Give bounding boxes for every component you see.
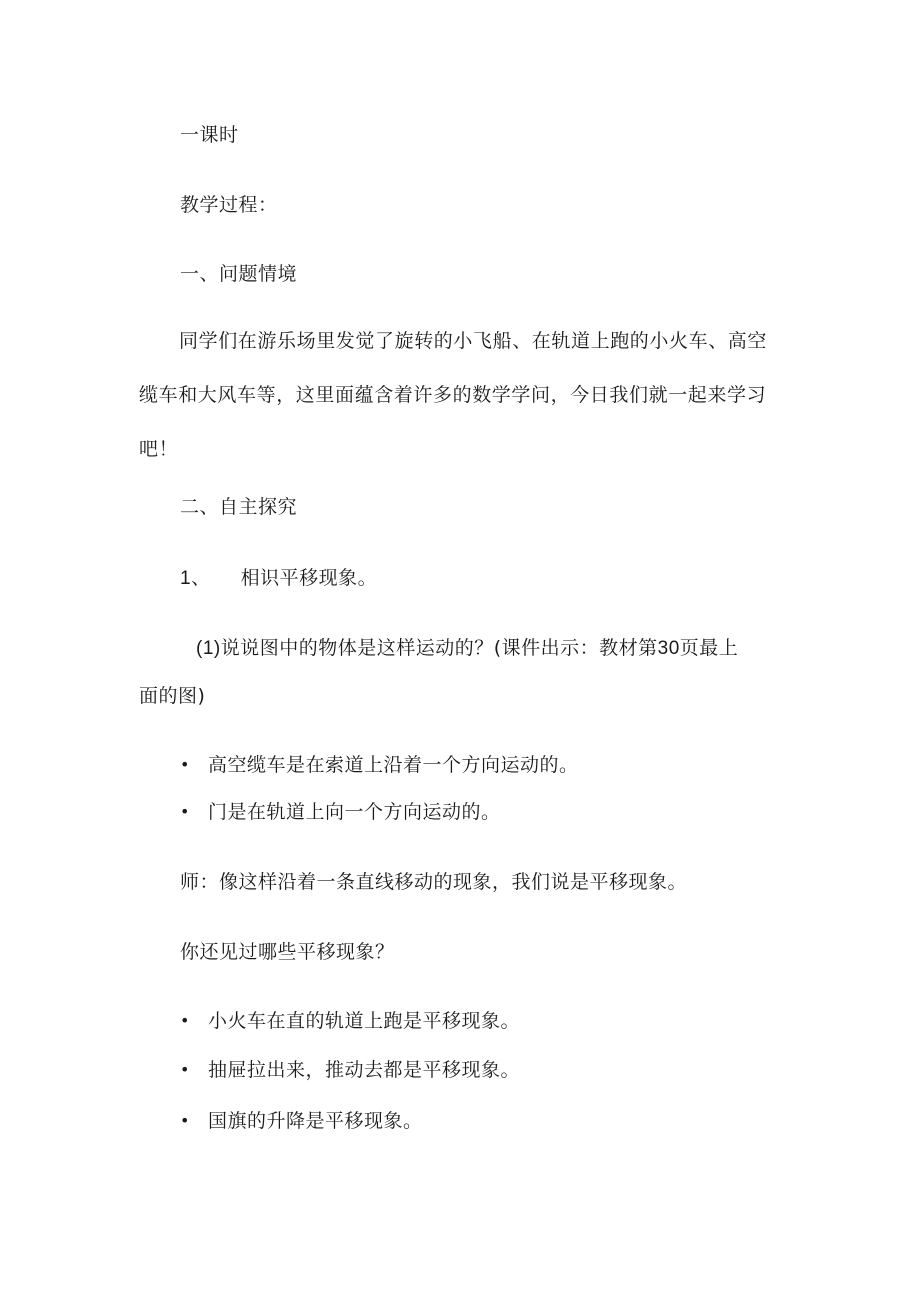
- item1: [180, 566, 377, 591]
- sub1-line1: [196, 636, 738, 661]
- section2-heading: 二、自主探究: [180, 496, 298, 518]
- teacher-line: 师：像这样沿着一条直线移动的现象，我们说是平移现象。: [180, 871, 688, 893]
- bullet-item: 国旗的升降是平移现象。: [208, 1110, 423, 1132]
- bullet-symbol: •: [180, 755, 190, 774]
- item1-number: 1、: [180, 568, 211, 589]
- bullet-symbol: •: [180, 1111, 190, 1130]
- section1-heading: 一、问题情境: [180, 263, 298, 285]
- section1-paragraph: [139, 314, 779, 476]
- process-heading: 教学过程：: [180, 194, 278, 216]
- sub1-prefix: (1): [196, 638, 221, 659]
- sub1-line2: 面的图): [139, 685, 206, 707]
- bullet-item: 小火车在直的轨道上跑是平移现象。: [208, 1010, 521, 1032]
- sub1-text-b: 页最上: [679, 637, 739, 659]
- lesson-time-label: 一课时: [180, 124, 239, 146]
- bullet-item: 抽屉拉出来，推动去都是平移现象。: [208, 1059, 521, 1081]
- bullet-item: 高空缆车是在索道上沿着一个方向运动的。: [208, 754, 579, 776]
- item1-text: 相识平移现象。: [240, 567, 378, 589]
- question-line: 你还见过哪些平移现象？: [180, 941, 395, 963]
- bullet-symbol: •: [180, 1011, 190, 1030]
- section1-paragraph-text: 同学们在游乐场里发觉了旋转的小飞船、在轨道上跑的小火车、高空缆车和大风车等，这里面蕴含着许多的数学学问，今日我们就一起来学习吧！: [139, 330, 768, 460]
- bullet-item: 门是在轨道上向一个方向运动的。: [208, 801, 501, 823]
- sub1-page-number: 30: [657, 638, 680, 659]
- sub1-text-a: 说说图中的物体是这样运动的？(课件出示：教材第: [220, 637, 658, 659]
- bullet-symbol: •: [180, 1060, 190, 1079]
- bullet-symbol: •: [180, 802, 190, 821]
